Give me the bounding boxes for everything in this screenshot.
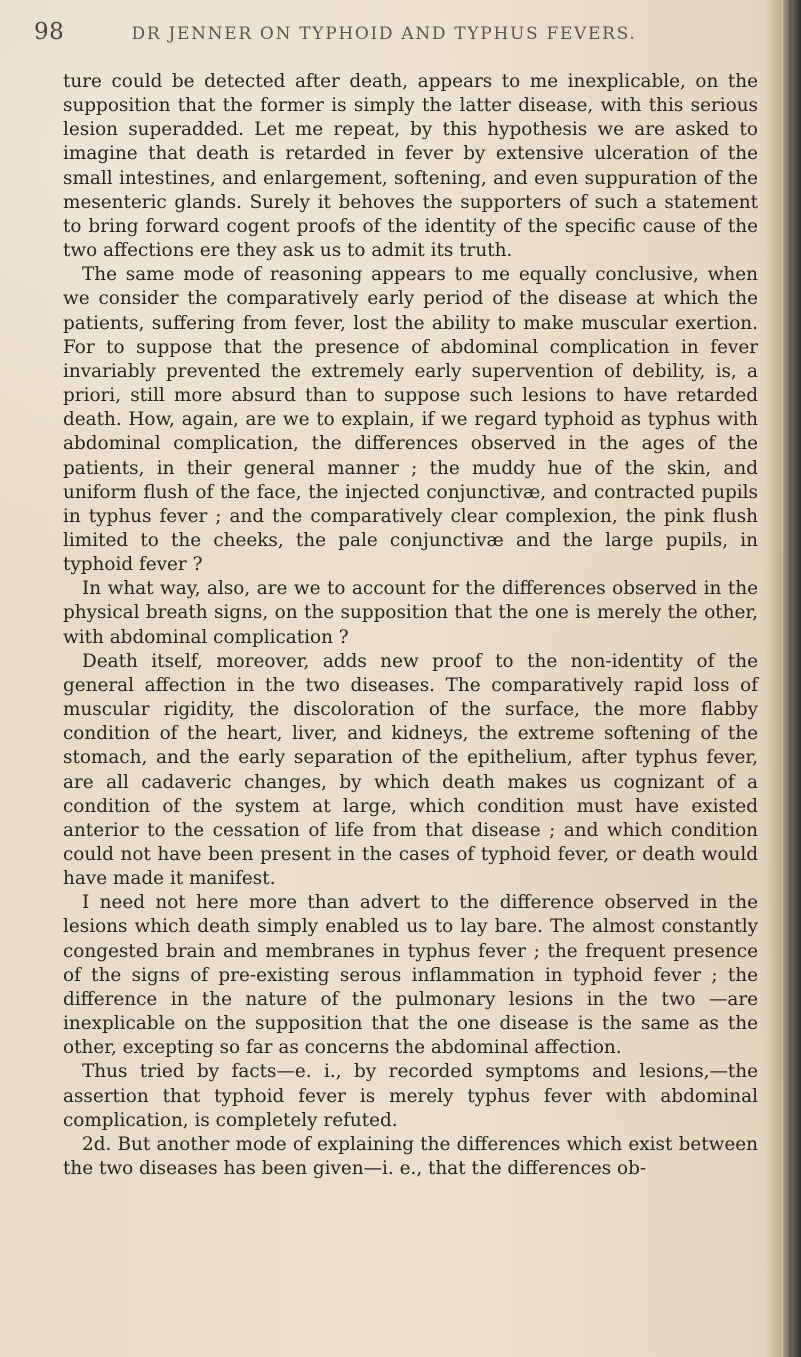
binding-edge-highlight [781, 0, 783, 1357]
paragraph-4: Death itself, moreover, adds new proof to the non-identity of the general affection in the two diseases. The comparatively rapid loss of muscular rigidity, the discoloration of the surface, the more flabby condition of the heart, liver, and kidneys, the extreme softening of the stomach, and the early separation of the epithelium, after typhus fever, are all cadaveric changes, by which death makes us cognizant of a condition of the system at large, which condition must have existed anterior to the cessation of life from that disease ; and which condition could not have been present in the cases of typhoid fever, or death would have made it manifest. [63, 650, 758, 890]
paragraph-6: Thus tried by facts—e. i., by recorded symptoms and lesions,—the assertion that typhoid fever is merely typhus fever with abdominal complication, is completely refuted. [63, 1061, 758, 1131]
running-head: DR JENNER ON TYPHOID AND TYPHUS FEVERS. [131, 24, 637, 44]
page-number: 98 [34, 19, 65, 45]
paragraph-2: The same mode of reasoning appears to me equally conclusive, when we consider the comparatively early period of the disease at which the patients, suffering from fever, lost the ability to make muscular exertion. For to suppose that the presence of abdominal complication in fever invariably prevented the extremely early supervention of debility, is, a priori, still more absurd than to suppose such lesions to have retarded death. How, again, are we to explain, if we regard typhoid as typhus with abdominal complication, the differences observed in the ages of the patients, in their general manner ; the muddy hue of the skin, and uniform flush of the face, the injected conjunctivæ, and contracted pupils in typhus fever ; and the comparatively clear complexion, the pink flush limited to the cheeks, the pale conjunctivæ and the large pupils, in typhoid fever ? [63, 264, 758, 576]
paragraph-3: In what way, also, are we to account for the differences observed in the physical breath signs, on the supposition that the one is merely the other, with abdominal complication ? [63, 578, 758, 648]
page-header [34, 18, 734, 46]
body-text [63, 70, 758, 1181]
binding-edge-shadow [789, 0, 791, 1357]
binding-edge [763, 0, 801, 1357]
paragraph-1: ture could be detected after death, appears to me inexplicable, on the supposition that the former is simply the latter disease, with this serious lesion superadded. Let me repeat, by this hypothesis we are asked to imagine that death is retarded in fever by extensive ulceration of the small intestines, and enlargement, softening, and even suppuration of the mesenteric glands. Surely it behoves the supporters of such a statement to bring forward cogent proofs of the identity of the specific cause of the two affections ere they ask us to admit its truth. [63, 71, 758, 262]
paragraph-5: I need not here more than advert to the difference observed in the lesions which death simply enabled us to lay bare. The almost constantly congested brain and membranes in typhus fever ; the frequent presence of the signs of pre-existing serous inflammation in typhoid fever ; the difference in the nature of the pulmonary lesions in the two —are inexplicable on the supposition that the one disease is the same as the other, excepting so far as concerns the abdominal affection. [63, 892, 758, 1059]
paragraph-7: 2d. But another mode of explaining the differences which exist between the two diseases has been given—i. e., that the differences ob- [63, 1133, 758, 1180]
